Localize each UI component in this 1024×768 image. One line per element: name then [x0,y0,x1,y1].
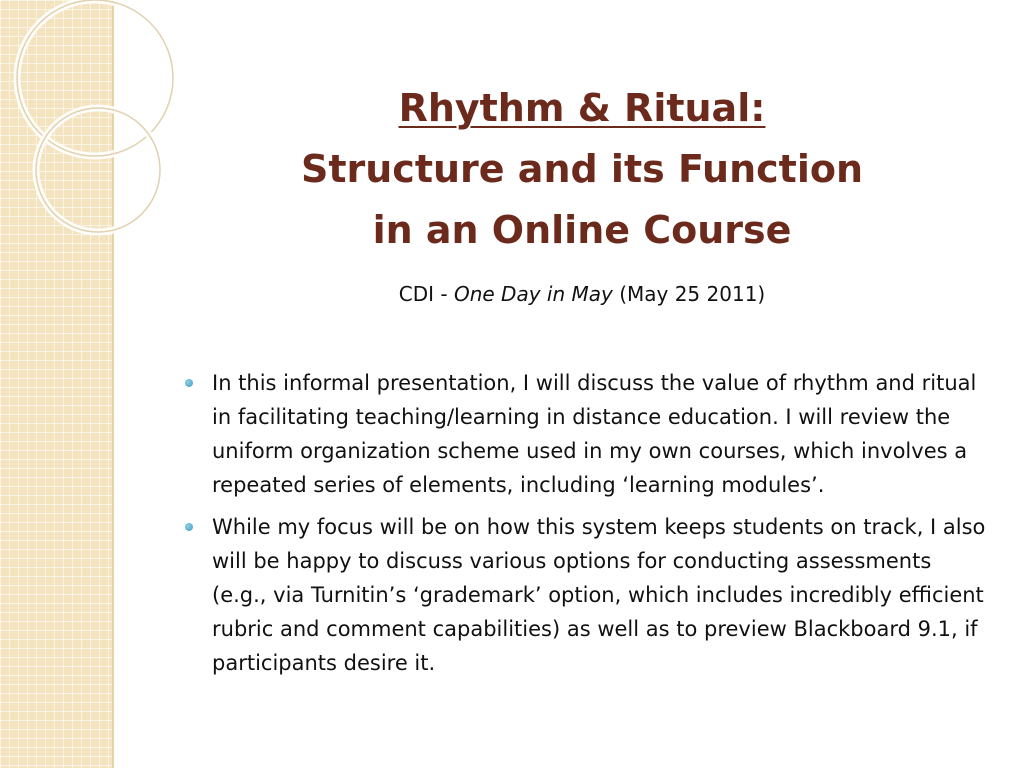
bullet-icon [185,523,193,531]
subtitle-date: (May 25 2011) [612,282,766,306]
bullet-list [180,366,990,688]
bullet-text: In this informal presentation, I will discuss the value of rhythm and ritual in facilitating teaching/learning in distance education. I will review the uniform organization scheme used in my own courses, which involves a repeated series of elements, including ‘learning modules’. [212,371,977,497]
slide-subtitle [160,282,1004,306]
title-line-3: in an Online Course [372,208,792,252]
bullet-text: While my focus will be on how this system keeps students on track, I also will be happy to discuss various options for conducting assessments (e.g., via Turnitin’s ‘grademark’ option, which includes incredibly efficient rubric and comment capabilities) as well as to preview Blackboard 9.1, if participants desire it. [212,515,986,675]
subtitle-event-name: One Day in May [453,282,613,306]
bullet-item [180,366,990,502]
bullet-icon [185,379,193,387]
bullet-item [180,510,990,680]
title-line-2: Structure and its Function [300,147,864,191]
subtitle-prefix: CDI - [398,282,454,306]
slide-title [160,78,1004,261]
title-line-1: Rhythm & Ritual: [398,86,766,130]
